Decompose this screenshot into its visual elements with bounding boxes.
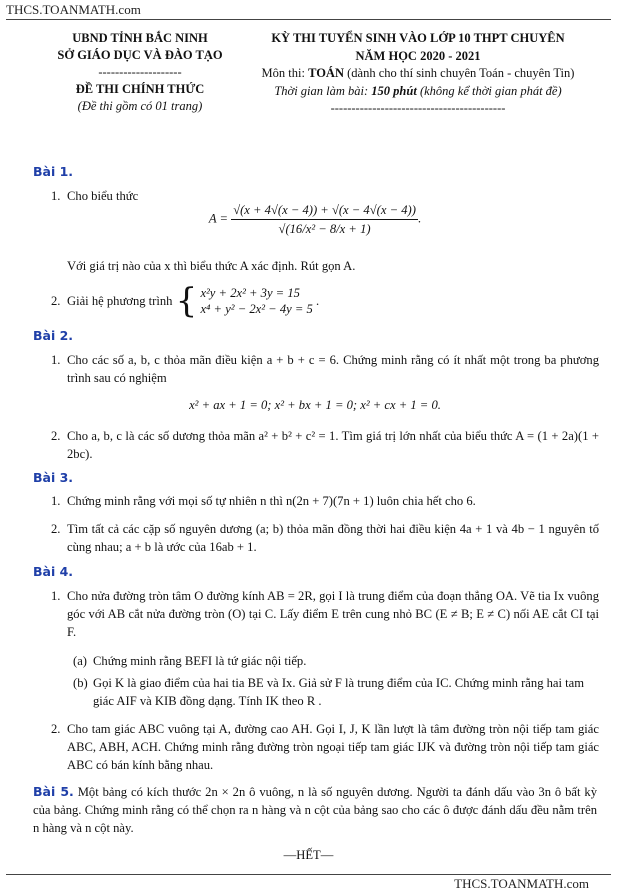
bai1-fraction: $\frac{√(x + 4√(x - 4)) + √(x - 4√(x - 4))}{\text{√(16/x² − 8/x + 1)}}$ bbox=[233, 203, 416, 236]
bai3-title: Bài 3. bbox=[33, 470, 74, 485]
bai1-q1-followup: Với giá trị nào của x thì biểu thức A xác định. Rút gọn A. bbox=[67, 259, 356, 273]
bai4-qa: (a) Chứng minh rằng BEFI là tứ giác nội tiếp. bbox=[73, 654, 307, 668]
bottom-rule bbox=[6, 874, 611, 875]
bai3-q2: 2. Tìm tất cả các cặp số nguyên dương (a; b) thỏa mãn đồng thời hai điều kiện 4a + 1 và 4b − 1 nguyên tố cùng nhau; a + b là ước của 16ab + 1. bbox=[51, 522, 599, 554]
header-right-separator: ------------------------------------------ bbox=[330, 101, 506, 115]
site-header-text: THCS.TOANMATH.com bbox=[6, 2, 141, 17]
bai2-q1: 1. Cho các số a, b, c thỏa mãn điều kiện a + b + c = 6. Chứng minh rằng có ít nhất một trong ba phương trình sau có nghiệm bbox=[51, 353, 599, 385]
bai2-q2: 2. Cho a, b, c là các số dương thỏa mãn a² + b² + c² = 1. Tìm giá trị lớn nhất của biểu thức A = (1 + 2a)(1 + 2bc). bbox=[51, 429, 599, 461]
system-brace: { bbox=[175, 281, 198, 321]
bai5-title: Bài 5. bbox=[33, 784, 74, 799]
bai4-qb: (b) Gọi K là giao điểm của hai tia BE và Ix. Giả sử F là trung điểm của IC. Chứng minh rằng hai tam giác AIF và KIB đồng dạng. Tính IK theo R . bbox=[73, 676, 585, 708]
school-year: NĂM HỌC 2020 - 2021 bbox=[355, 48, 481, 63]
bai3-q1: 1. Chứng minh rằng với mọi số tự nhiên n thì n(2n + 7)(7n + 1) luôn chia hết cho 6. bbox=[51, 494, 476, 508]
province-name: UBND TỈNH BẮC NINH bbox=[72, 31, 208, 45]
bai2-title: Bài 2. bbox=[33, 328, 74, 343]
exam-title: KỲ THI TUYỂN SINH VÀO LỚP 10 THPT CHUYÊN bbox=[271, 31, 565, 45]
bai1-formula: A = $\frac{√(x + 4√(x - 4)) + √(x - 4√(x - 4))}{\text{√(16/x² − 8/x + 1)}}$ . bbox=[208, 203, 422, 236]
subject-line: Môn thi: TOÁN (dành cho thí sinh chuyên Toán - chuyên Tin) bbox=[261, 66, 575, 80]
subject-name: TOÁN bbox=[308, 66, 344, 80]
official-exam-label: ĐỀ THI CHÍNH THỨC bbox=[75, 82, 205, 96]
header-right bbox=[248, 30, 588, 118]
header-left bbox=[40, 30, 240, 115]
end-marker: —HẾT— bbox=[283, 848, 334, 862]
equation-system: x²y + 2x² + 3y = 15 x⁴ + y² − 2x² − 4y = 5 bbox=[200, 286, 313, 316]
bai1-q1: 1. Cho biểu thức bbox=[51, 189, 139, 203]
exam-duration: 150 phút bbox=[371, 83, 417, 98]
bai5-text: Một bảng có kích thước 2n × 2n ô vuông, n là số nguyên dương. Người ta đánh dấu vào 3n ô bất kỳ của bảng. Chứng minh rằng có thể chọn ra n hàng và n cột của bảng sao cho các ô được đánh dấu đều nằm trên n hàng và n cột này. bbox=[33, 785, 597, 835]
time-line: Thời gian làm bài: 150 phút (không kể thời gian phát đề) bbox=[274, 83, 562, 98]
site-footer-text: THCS.TOANMATH.com bbox=[454, 876, 589, 891]
bai4-q1: 1. Cho nửa đường tròn tâm O đường kính AB = 2R, gọi I là trung điểm của đoạn thẳng OA. Vẽ tia Ix vuông góc với AB cắt nửa đường tròn (O) tại C. Lấy điểm E trên cung nhỏ BC (E ≠ B; E ≠ C) nối AE cắt CI tại F. bbox=[51, 589, 599, 639]
bai4-q2: 2. Cho tam giác ABC vuông tại A, đường cao AH. Gọi I, J, K lần lượt là tâm đường tròn nội tiếp tam giác ABC, ABH, ACH. Chứng minh rằng đường tròn ngoại tiếp tam giác IJK và đường tròn nội tiếp tam giác ABC có bán kính bằng nhau. bbox=[51, 722, 599, 772]
department-name: SỞ GIÁO DỤC VÀ ĐÀO TẠO bbox=[57, 48, 223, 62]
header-left-separator: -------------------- bbox=[98, 65, 182, 79]
bai4-title: Bài 4. bbox=[33, 564, 74, 579]
bai1-q2: 2. Giải hệ phương trình { x²y + 2x² + 3y = 15 x⁴ + y² − 2x² − 4y = 5 . bbox=[51, 281, 320, 321]
bai2-formula: x² + ax + 1 = 0; x² + bx + 1 = 0; x² + cx + 1 = 0. bbox=[189, 398, 441, 412]
bai5 bbox=[33, 783, 597, 837]
bai1-title: Bài 1. bbox=[33, 164, 74, 179]
top-rule bbox=[6, 19, 611, 20]
page-count-note: (Đề thi gồm có 01 trang) bbox=[77, 99, 203, 113]
